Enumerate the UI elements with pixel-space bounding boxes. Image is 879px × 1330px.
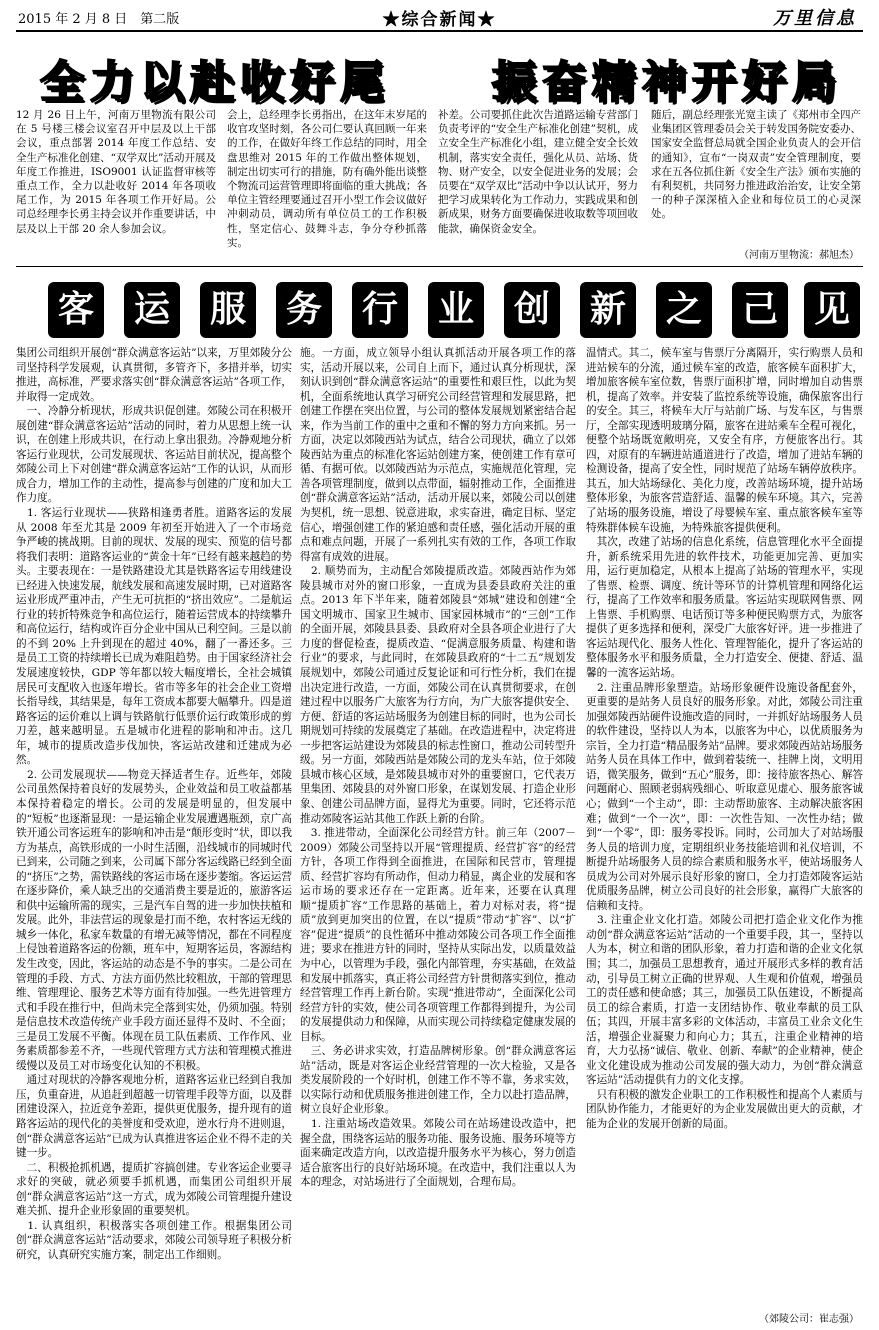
article-1-col-1: 12 月 26 日上午，河南万里物流有限公司在 5 号楼三楼会议室召开中层及以上干部会议，重点部署 2014 年度工作总结、安全生产标准化创建、“双学双比”活动开展及年度工作推进，ISO9001 认证监督审核等重点工作，全力以赴收好 2014 年各项收尾工作，为 2015 年各项工作开好局。公司总经理李长勇主持会议并作重要讲话，中层及以上干部 20 余人参加会议。	[16, 109, 216, 235]
article-1-col-3: 补差。公司要抓住此次告道路运输专营部门负责考评的“安全生产标准化创建”契机，成立安全生产标准化小组，建立健全安全长效机制，落实安全责任，强化从员、站场、货物、财产安全，以安全促进业务的发展；会员要在“双学双比”活动中争以认试开，努力把学习成果转化为工作动力，实践成果和创新成果，财务方面要确保进收取数等项回收能款，确保资金安全。	[438, 109, 638, 235]
section-title: ★综合新闻★	[382, 10, 497, 30]
banner-char: 业	[437, 289, 474, 330]
banner-char: 务	[285, 289, 322, 330]
banner-char: 客	[57, 289, 94, 330]
article-2-col-2: 施。一方面，成立领导小组认真抓活动开展各项工作的落实，活动开展以来，公司自上而下，通过认真分析现状，深刻认识到创“群众满意客运站”的重要性和艰巨性，以此为契机，全面系统地认真学习研究公司经营管理和发展思路，把创建工作摆在突出位置，与公司的整体发展规划紧密结合起来，作为当前工作的重中之重和不懈的努力方向来抓。另一方面，决定以郊陵西站为试点，结合公司现状，确立了以郊陵西站为重点的标准化客运站创建方案，使创建工作有章可循、有据可依。以郊陵西站为示范点，实施规范化管理，完善各项管理制度，做到以点带面，辐射推动工作，全面推进创“群众满意客运站”活动，活动开展以来，郊陵公司以创建为契机，统一思想、锐意进取，求实奋进，确定目标、坚定信心，增强创建工作的紧迫感和责任感，强化活动开展的重点和难点问题，开展了一系列扎实有效的工作，各项工作取得富有成效的进展。 2. 顺势而为，主动配合郊陵提质改造。郊陵西站作为郊陵县城市对外的窗口形象，一直成为县委县政府关注的重点。2013 年下半年来，随着郊陵县“郊城”建设和创建“全国文明城市、国家卫生城市、国家园林城市”的“三创”工作的全面开展，郊陵县县委、县政府对全县各项企业进行了大力度的督促检查，提质改造、“促满意服务质量、构建和谐行业”的要求，与此同时，在郊陵县政府的“十二五”规划发展规划中，郊陵公司通过反复论证和可行性分析，我们在提出决定进行改造，一方面，郊陵公司在认真贯彻要求，在创建过程中以服务广大旅客为行方向，为广大旅客提供安全、方便、舒适的客运站场服务为创建目标的同时，也为公司长期规划可持续的发展奠定了基础。在改造进程中，决定将进一步把客运站建设为郊陵县的标志性窗口，推动公司转型升级。另一方面，郊陵西站是郊陵公司的龙头车站，位于郊陵县城市核心区域，是郊陵县城市对外的重要窗口，它代表万里集团、郊陵县的对外窗口形象，在谋划发展、打造企业形象、创建公司品牌方面，显得尤为重要。同时，它还将示范推动郊陵客运站其他工作跃上新的台阶。 3. 推进带动，全面深化公司经营方针。前三年（2007－2009）郊陵公司坚持以开展“管理提质、经营扩容”的经营方针，各项工作得到全面推进，在国际和民营市，管理提质、经营扩容均有所动作，但动力稍显，离企业的发展和客运市场的要求还存在一定距离。近年来，还要在认真理顺“提质扩容”工作思路的基础上，着力对标对表，将“提质”放到更加突出的位置，在以“提质”带动“扩容”、以“扩容”促进“提质”的良性循环中推动郊陵公司各项工作全面推进；要求在推进方针的同时，坚持从实际出发，以质量效益为中心，以管理为手段，强化内部管理，夯实基础，在效益和发展中抓落实，真正将公司经营方针贯彻落实到位，推动经营管理工作再上新台阶。实现“推进带动”，全面深化公司经营方针的实效，使公司各项管理工作都得到提升，为公司的发展提供动力和保障，从而实现公司持续稳定健康发展的目标。 三、务必讲求实效，打造品牌树形象。创“群众满意客运站”活动，既是对客运企业经营管理的一次大检验，又是各类发展阶段的一个好时机，创建工作不等不靠，务求实效，以实际行动和优质服务推进创建工作，全力以赴打造品牌，树立良好企业形象。 1. 注重站场改造效果。郊陵公司在站场建设改造中，把握全盘，围绕客运站的服务功能、服务设施、服务环境等方面来确定改造方向，以改造提升服务水平为核心，努力创造适合旅客出行的良好站场环境。在改造中，我们注重以人为本的理念，对站场进行了全面规划，合理布局。	[300, 347, 576, 1189]
article-2-col-3: 温情式。其二，候车室与售票厅分离隔开，实行购票人员和进站候车的分流，通过候车室的改造，旅客候车面积扩大，增加旅客候车室位数，售票厅面积扩增，同时增加自动售票机，提高了效率。并安装了监控系统等设施，确保旅客出行的安全。其三，将候车大厅与站前广场、与发车区，与售票厅，全部实现透明玻璃分隔，旅客在进站乘车全程可视化，便整个站场既宽敞明亮，又安全有序，方便旅客出行。其四，对原有的车辆进站通道进行了改造，增加了进站车辆的检测设备，提高了安全性，同时规范了站场车辆停放秩序。其五，加大站场绿化、美化力度，改善站场环境，提升站场整体形象，为旅客营造舒适、温馨的候车环境。其六，完善了站场的服务设施，增设了母婴候车室、重点旅客候车室等特殊群体候车设施，为特殊旅客提供便利。 其次，改建了站场的信息化系统，信息管理化水平全面提升，新系统采用先进的软件技术，功能更加完善、更加实用，运行更加稳定，从根本上提高了站场的管理水平，实现了售票、检票、调度、统计等环节的计算机管理和网络化运行，提高了工作效率和服务质量。客运站实现联网售票、网上售票、手机购票、电话预订等多种便民购票方式，为旅客提供了更多选择和便利，深受广大旅客好评。进一步推进了客运站现代化、服务人性化、管理智能化，提升了客运站的整体服务水平和服务质量，全力打造安全、便捷、舒适、温馨的一流客运站场。 2. 注重品牌形象塑造。站场形象硬件设施设备配套外，更重要的是站务人员良好的服务形象。对此，郊陵公司注重加强郊陵西站硬件设施改造的同时，一并抓好站场服务人员的软件建设，坚持以人为本，以旅客为中心，以优质服务为宗旨，全力打造“精品服务站”品牌。要求郊陵西站站场服务站务人员在具体工作中，做到着装统一、挂牌上岗，文明用语，微笑服务，做到“五心”服务，即：接待旅客热心、解答问题耐心、照顾老弱病残细心、听取意见虚心、服务旅客诚心；做到“一个主动”，即：主动帮助旅客、主动解决旅客困难；做到“一个一次”，即：一次性告知、一次性办结；做到“一个零”，即：服务零投诉。同时，公司加大了对站场服务人员的培训力度，定期组织业务技能培训和礼仪培训，不断提升站场服务人员的综合素质和服务水平，使站场服务人员成为公司对外展示良好形象的窗口，全力打造郊陵客运站优质服务品牌，树立公司良好的社会形象，赢得广大旅客的信赖和支持。 3. 注重企业文化打造。郊陵公司把打造企业文化作为推动创“群众满意客运站”活动的一个重要手段，其一，坚持以人为本，树立和谐的团队形象，着力打造和谐的企业文化氛围；其二，加强员工思想教育，通过开展形式多样的教育活动，引导员工树立正确的世界观、人生观和价值观，增强员工的责任感和使命感；其三，加强员工队伍建设，不断提高员工的综合素质，打造一支团结协作、敬业奉献的员工队伍；其四，开展丰富多彩的文体活动，丰富员工业余文化生活，增强企业凝聚力和向心力；其五，注重企业精神的培育，大力弘扬“诚信、敬业、创新、奉献”的企业精神，使企业文化建设成为推动公司发展的强大动力，为创“群众满意客运站”活动提供有力的文化支撑。 只有积极的激发企业职工的工作积极性和提高个人素质与团队协作能力，才能更好的为企业发展做出更大的贡献，才能为企业的发展开创新的局面。	[586, 347, 863, 1130]
banner-char: 己	[741, 289, 778, 330]
article-1-col-4: 随后，副总经理张光宽主读了《郑州市全四产业集团区管理委员会关于转发国务院安委办、国家安全监督总局就全国企业负责人的会开信的通知》，宣布“一岗双责”安全管理制度，要求在五各位抓住新《安全生产法》颁布实施的有利契机，共同努力推进政治治安，让安全第一的种子深深植入企业和每位员工的心灵深处。	[651, 109, 861, 221]
banner-char: 行	[361, 289, 398, 330]
article-2-col-1: 集团公司组织开展创“群众满意客运站”以来，万里郊陵分公司坚持科学发展观，认真贯彻，多管齐下，多措并举，切实推进，高标准，严要求落实创“群众满意客运站”各项工作，并取得一定成效。 一、冷静分析现状，形成共识促创建。郊陵公司在积极开展创建“群众满意客运站”活动的同时，着力从思想上统一认识，在创建上形成共识，在行动上拿出狠劲。冷静观地分析客运行业现状，公司发展现状、客运站目前状况，提高整个郊陵公司上下对创建“群众满意客运站”工作的认识，从而形成合力，增加工作的主动性，提高参与创建的广度和加大工作力度。 1. 客运行业现状——狭路相逢勇者胜。道路客运的发展从 2008 年至尤其是 2009 年初至开始进入了一个市场竞争严峻的挑战期。目前的现状、发展的现实、预览的信号都将我们表明：道路客运业的“黄金十年”已经有越来越趋的势头。主要表现在：一是铁路建设尤其是铁路客运专用线建设已经进入快速发展，航线发展和高速发展时期，已对道路客运业形成严重冲击，产生无可抗拒的“挤出效应”。二是航运行业的转折特殊竞争和高位运行，随着运营成本的持续攀升和高位运行，结构或许百分企业中国从已利空间。三是以前的不到 20% 上升到现在的超过 40%，翻了一番还多。三是员工工资的持续增长已成为难阻趋势。由于国家经济社会发展速度较快，GDP 等年都以较大幅度增长，全社会城镇居民可支配收入也逐年增长。省市等多年的社会企业工资增长指导线，其结果是，每年工资成本都要大幅攀升。四是道路客运的运价难以上调与铁路航行低票价运行政策形成的剪刀差，越来越明显。五是城市化进程的影响和冲击。这几年，城市的提质改造步伐加快，客运站改建和迁建成为必然。 2. 公司发展现状——物竞天择适者生存。近些年，郊陵公司虽然保持着良好的发展势头，企业效益和员工收益都基本保持着稳定的增长。公司的发展是明显的，但发展中的“短板”也逐渐显现：一是运输企业发展遭遇瓶颈，京广高铁开通公司客运班车的影响和冲击是“颠形变时”状，即以我方为基点，高铁形成的一小时生活圈，沿线城市的同城时代已到来，公司随之到来，公司属下部分客运线路已经到全面的“挤压”之势，需铁路线的客运市场在逐步萎缩。客运运营在逐步降价，乘人缺乏出的交通消费主要是近的，旅游客运和供中运输所需的现实，三是汽车自驾的进一步加快扶植和发展。此外，非法营运的现象是打而不绝，农村客运无线的城乡一体化，私家车数量的有增无减等情况，都在不同程度上侵蚀着道路客运的份额，班车中，短期客运员，客源结构发生改变，因此，客运站的动态是不争的事实。二是公司在管理的手段、方式、方法方面仍然比较粗放，干部的管理思维、管理理论、服务艺术等方面有待加强。一些先进管理方式和手段在推行中，但尚未完全落到实处，仍须加强。特别是信息技术改造传统产业手段方面还显得不及时、不全面；三是员工发展不平衡。体现在员工队伍素质、工作作风、业务素质都参差不齐，一些现代管理方式方法和管理模式推进缓慢以及员工对市场变化认知的不积极。 通过对现状的冷静客观地分析，道路客运业已经到自我加压，负重奋进，从追赶到超越一切管理手段等方面，以及群团建设深入，拉近竞争差距，提供更优服务，提升现有的道路客运站的现代化的美誉度和受欢迎，逆水行舟不进则退，创“群众满意客运站”已成为认真推进客运企业不得不走的关键一步。 二、积极抢抓机遇，提质扩容搞创建。专业客运企业要寻求好的突破，就必须要手抓机遇，而集团公司组织开展创“群众满意客运站”这一方式，成为郊陵公司管理提升建设难关抓、提升企业形象固的重要契机。 1. 认真组织，积极落实各项创建工作。根据集团公司创“群众满意客运站”活动要求，郊陵公司领导班子积极分析研究，认真研究实施方案，制定出工作细则。	[16, 347, 292, 1261]
banner-char: 创	[513, 289, 550, 330]
headline-1-left: 全力以赴收好尾	[40, 57, 390, 108]
article-2-byline: （郊陵公司：崔志强）	[759, 1314, 859, 1325]
banner-char: 运	[133, 289, 170, 330]
article-1-byline: （河南万里物流：郝旭杰）	[739, 250, 859, 261]
headline-1	[16, 38, 863, 108]
masthead	[0, 0, 879, 30]
headline-1-right: 振奋精神开好局	[492, 57, 842, 108]
article-1-col-2: 会上，总经理李长勇指出，在这年末岁尾的收官攻坚时刻，各公司仁要认真回顾一年来的工作，在做好年终工作总结的同时，用全盘思维对 2015 年的工作做出整体规划，制定出切实可行的措施，防有确外能出谈整个物流司运营管理即将面临的重大挑战；各单位主管经理要通过召开小型工作会议做好冲刺动员，调动所有单位员工的工作积极性，坚定信心、鼓舞斗志，争分夺秒抓落实。	[227, 109, 427, 249]
section-divider	[16, 266, 863, 267]
issue-date: 2015 年 2 月 8 日 第二版	[18, 12, 180, 27]
banner-char: 新	[589, 289, 626, 330]
banner-char: 之	[665, 289, 702, 330]
banner-char: 服	[209, 289, 246, 330]
newspaper-name: 万里信息	[773, 8, 857, 29]
banner-char: 见	[813, 289, 850, 330]
headline-2-banner	[16, 280, 863, 344]
masthead-rule	[16, 30, 863, 32]
